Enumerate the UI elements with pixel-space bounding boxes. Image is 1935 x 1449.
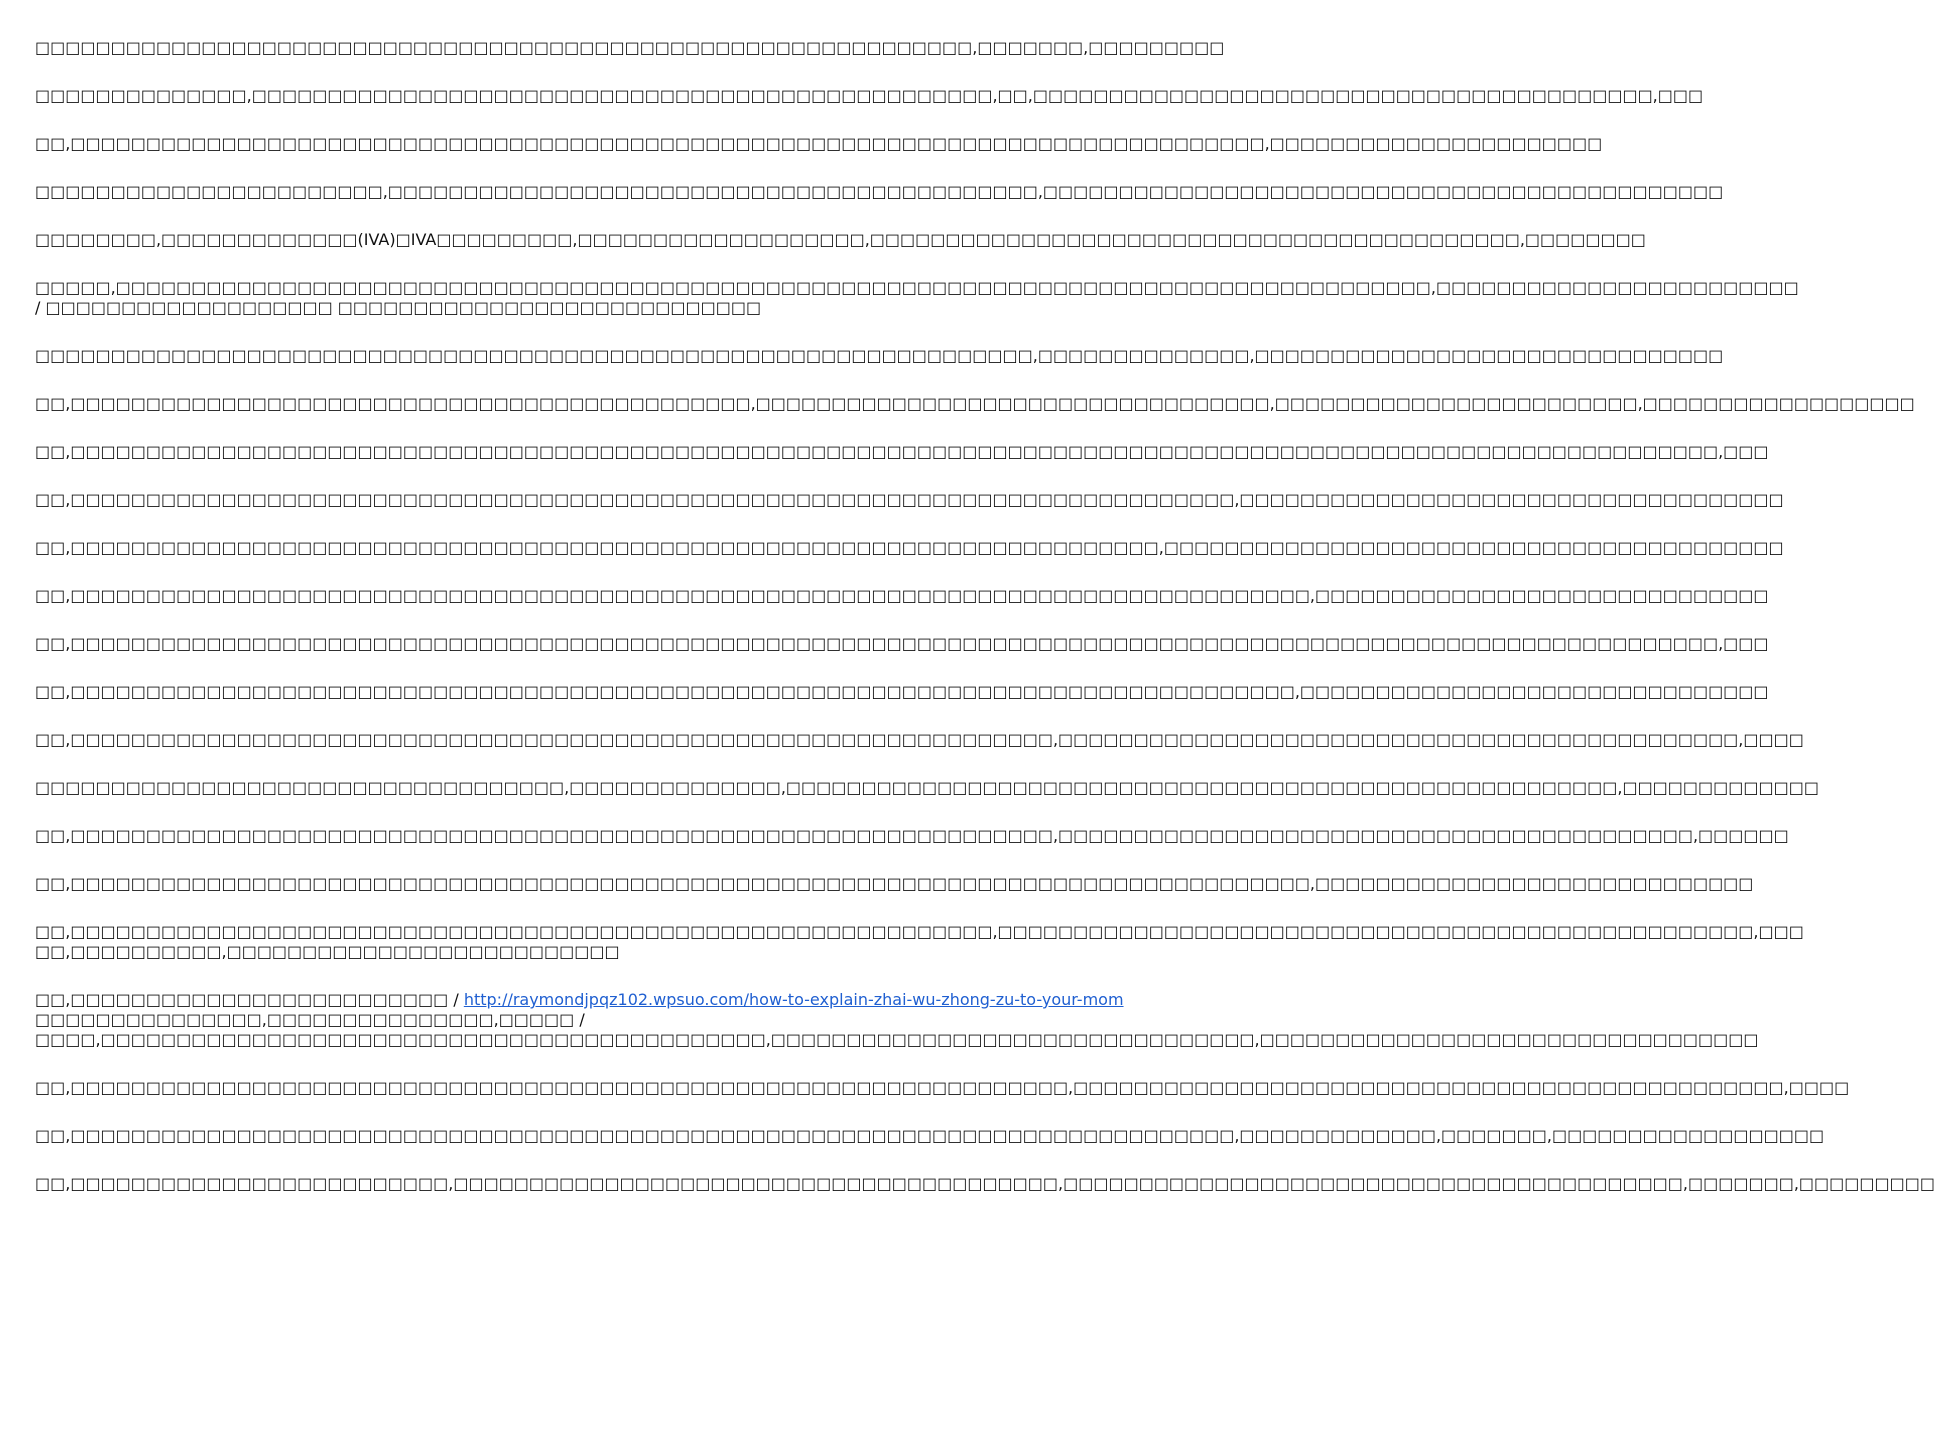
paragraph-20-line-3: □□□□,□□□□□□□□□□□□□□□□□□□□□□□□□□□□□□□□□□□□□□□□□□□□,□□□□□□□□□□□□□□□□□□□□□□□□□□□□□□□□,□□□□□□□□□□□□□□□□□□□□□□□□□□□□□□□□□ (35, 1030, 1759, 1049)
paragraph-21: □□,□□□□□□□□□□□□□□□□□□□□□□□□□□□□□□□□□□□□□□□□□□□□□□□□□□□□□□□□□□□□□□□□□□,□□□□□□□□□□□□□□□□□□□□□□□□□□□□□□□□□□□□□□□□□□□□□□□,□□□□ (35, 1078, 1850, 1097)
paragraph-16: □□□□□□□□□□□□□□□□□□□□□□□□□□□□□□□□□□□,□□□□□□□□□□□□□□,□□□□□□□□□□□□□□□□□□□□□□□□□□□□□□□□□□□□□□□□□□□□□□□□□□□□□□□,□□□□□□□□□□□□□ (35, 778, 1819, 797)
paragraph-6 (35, 278, 1799, 318)
paragraph-2: □□□□□□□□□□□□□□,□□□□□□□□□□□□□□□□□□□□□□□□□□□□□□□□□□□□□□□□□□□□□□□□□,□□,□□□□□□□□□□□□□□□□□□□□□□□□□□□□□□□□□□□□□□□□□,□□□ (35, 86, 1704, 105)
paragraph-10: □□,□□□□□□□□□□□□□□□□□□□□□□□□□□□□□□□□□□□□□□□□□□□□□□□□□□□□□□□□□□□□□□□□□□□□□□□□□□□□□,□□□□□□□□□□□□□□□□□□□□□□□□□□□□□□□□□□□□ (35, 490, 1784, 509)
paragraph-11: □□,□□□□□□□□□□□□□□□□□□□□□□□□□□□□□□□□□□□□□□□□□□□□□□□□□□□□□□□□□□□□□□□□□□□□□□□□,□□□□□□□□□□□□□□□□□□□□□□□□□□□□□□□□□□□□□□□□□ (35, 538, 1784, 557)
paragraph-13: □□,□□□□□□□□□□□□□□□□□□□□□□□□□□□□□□□□□□□□□□□□□□□□□□□□□□□□□□□□□□□□□□□□□□□□□□□□□□□□□□□□□□□□□□□□□□□□□□□□□□□□□□□□□□□□□,□□□ (35, 634, 1769, 653)
paragraph-8: □□,□□□□□□□□□□□□□□□□□□□□□□□□□□□□□□□□□□□□□□□□□□□□□,□□□□□□□□□□□□□□□□□□□□□□□□□□□□□□□□□□,□□□□□□□□□□□□□□□□□□□□□□□□,□□□□□□□□□□□□□□□□□□ (35, 394, 1915, 413)
paragraph-5: □□□□□□□□,□□□□□□□□□□□□□(IVA)□IVA□□□□□□□□□,□□□□□□□□□□□□□□□□□□□,□□□□□□□□□□□□□□□□□□□□□□□□□□□□□□□□□□□□□□□□□□□,□□□□□□□□ (35, 230, 1646, 249)
paragraph-7: □□□□□□□□□□□□□□□□□□□□□□□□□□□□□□□□□□□□□□□□□□□□□□□□□□□□□□□□□□□□□□□□□□,□□□□□□□□□□□□□□,□□□□□□□□□□□□□□□□□□□□□□□□□□□□□□□ (35, 346, 1724, 365)
paragraph-20-line-1 (35, 990, 1124, 1010)
paragraph-20-line-2: □□□□□□□□□□□□□□□,□□□□□□□□□□□□□□□,□□□□□ / (35, 1010, 585, 1029)
paragraph-3: □□,□□□□□□□□□□□□□□□□□□□□□□□□□□□□□□□□□□□□□□□□□□□□□□□□□□□□□□□□□□□□□□□□□□□□□□□□□□□□□□□,□□□□□□□□□□□□□□□□□□□□□□ (35, 134, 1603, 153)
paragraph-19-line-2: □□,□□□□□□□□□□,□□□□□□□□□□□□□□□□□□□□□□□□□□ (35, 942, 620, 961)
paragraph-22: □□,□□□□□□□□□□□□□□□□□□□□□□□□□□□□□□□□□□□□□□□□□□□□□□□□□□□□□□□□□□□□□□□□□□□□□□□□□□□□□,□□□□□□□□□□□□□,□□□□□□□,□□□□□□□□□□□□□□□□□□ (35, 1126, 1825, 1145)
paragraph-18: □□,□□□□□□□□□□□□□□□□□□□□□□□□□□□□□□□□□□□□□□□□□□□□□□□□□□□□□□□□□□□□□□□□□□□□□□□□□□□□□□□□□□,□□□□□□□□□□□□□□□□□□□□□□□□□□□□□ (35, 874, 1754, 893)
document-body (35, 38, 1935, 1222)
paragraph-17: □□,□□□□□□□□□□□□□□□□□□□□□□□□□□□□□□□□□□□□□□□□□□□□□□□□□□□□□□□□□□□□□□□□□,□□□□□□□□□□□□□□□□□□□□□□□□□□□□□□□□□□□□□□□□□□,□□□□□□ (35, 826, 1789, 845)
paragraph-9: □□,□□□□□□□□□□□□□□□□□□□□□□□□□□□□□□□□□□□□□□□□□□□□□□□□□□□□□□□□□□□□□□□□□□□□□□□□□□□□□□□□□□□□□□□□□□□□□□□□□□□□□□□□□□□□□,□□□ (35, 442, 1769, 461)
paragraph-19-line-1: □□,□□□□□□□□□□□□□□□□□□□□□□□□□□□□□□□□□□□□□□□□□□□□□□□□□□□□□□□□□□□□□,□□□□□□□□□□□□□□□□□□□□□□□□□□□□□□□□□□□□□□□□□□□□□□□□□□,□□□ (35, 922, 1804, 941)
paragraph-1: □□□□□□□□□□□□□□□□□□□□□□□□□□□□□□□□□□□□□□□□□□□□□□□□□□□□□□□□□□□□□□,□□□□□□□,□□□□□□□□□ (35, 38, 1225, 57)
article-link[interactable]: http://raymondjpqz102.wpsuo.com/how-to-explain-zhai-wu-zhong-zu-to-your-mom (463, 990, 1124, 1009)
paragraph-19 (35, 922, 1804, 962)
paragraph-23: □□,□□□□□□□□□□□□□□□□□□□□□□□□□,□□□□□□□□□□□□□□□□□□□□□□□□□□□□□□□□□□□□□□□□,□□□□□□□□□□□□□□□□□□□□□□□□□□□□□□□□□□□□□□□□□,□□□□□□□,□□□□□□□□□ (35, 1174, 1935, 1193)
paragraph-20-prefix: □□,□□□□□□□□□□□□□□□□□□□□□□□□□ / (35, 990, 464, 1009)
paragraph-15: □□,□□□□□□□□□□□□□□□□□□□□□□□□□□□□□□□□□□□□□□□□□□□□□□□□□□□□□□□□□□□□□□□□□,□□□□□□□□□□□□□□□□□□□□□□□□□□□□□□□□□□□□□□□□□□□□□,□□□□ (35, 730, 1804, 749)
paragraph-6-line-1: □□□□□,□□□□□□□□□□□□□□□□□□□□□□□□□□□□□□□□□□□□□□□□□□□□□□□□□□□□□□□□□□□□□□□□□□□□□□□□□□□□□□□□□□□□□□□,□□□□□□□□□□□□□□□□□□□□□□□□ (35, 278, 1799, 297)
paragraph-6-line-2: / □□□□□□□□□□□□□□□□□□□ □□□□□□□□□□□□□□□□□□□□□□□□□□□□ (35, 298, 762, 317)
paragraph-12: □□,□□□□□□□□□□□□□□□□□□□□□□□□□□□□□□□□□□□□□□□□□□□□□□□□□□□□□□□□□□□□□□□□□□□□□□□□□□□□□□□□□□,□□□□□□□□□□□□□□□□□□□□□□□□□□□□□□ (35, 586, 1769, 605)
paragraph-14: □□,□□□□□□□□□□□□□□□□□□□□□□□□□□□□□□□□□□□□□□□□□□□□□□□□□□□□□□□□□□□□□□□□□□□□□□□□□□□□□□□□□,□□□□□□□□□□□□□□□□□□□□□□□□□□□□□□□ (35, 682, 1769, 701)
paragraph-4: □□□□□□□□□□□□□□□□□□□□□□□,□□□□□□□□□□□□□□□□□□□□□□□□□□□□□□□□□□□□□□□□□□□,□□□□□□□□□□□□□□□□□□□□□□□□□□□□□□□□□□□□□□□□□□□□□ (35, 182, 1724, 201)
paragraph-20 (35, 990, 1759, 1050)
